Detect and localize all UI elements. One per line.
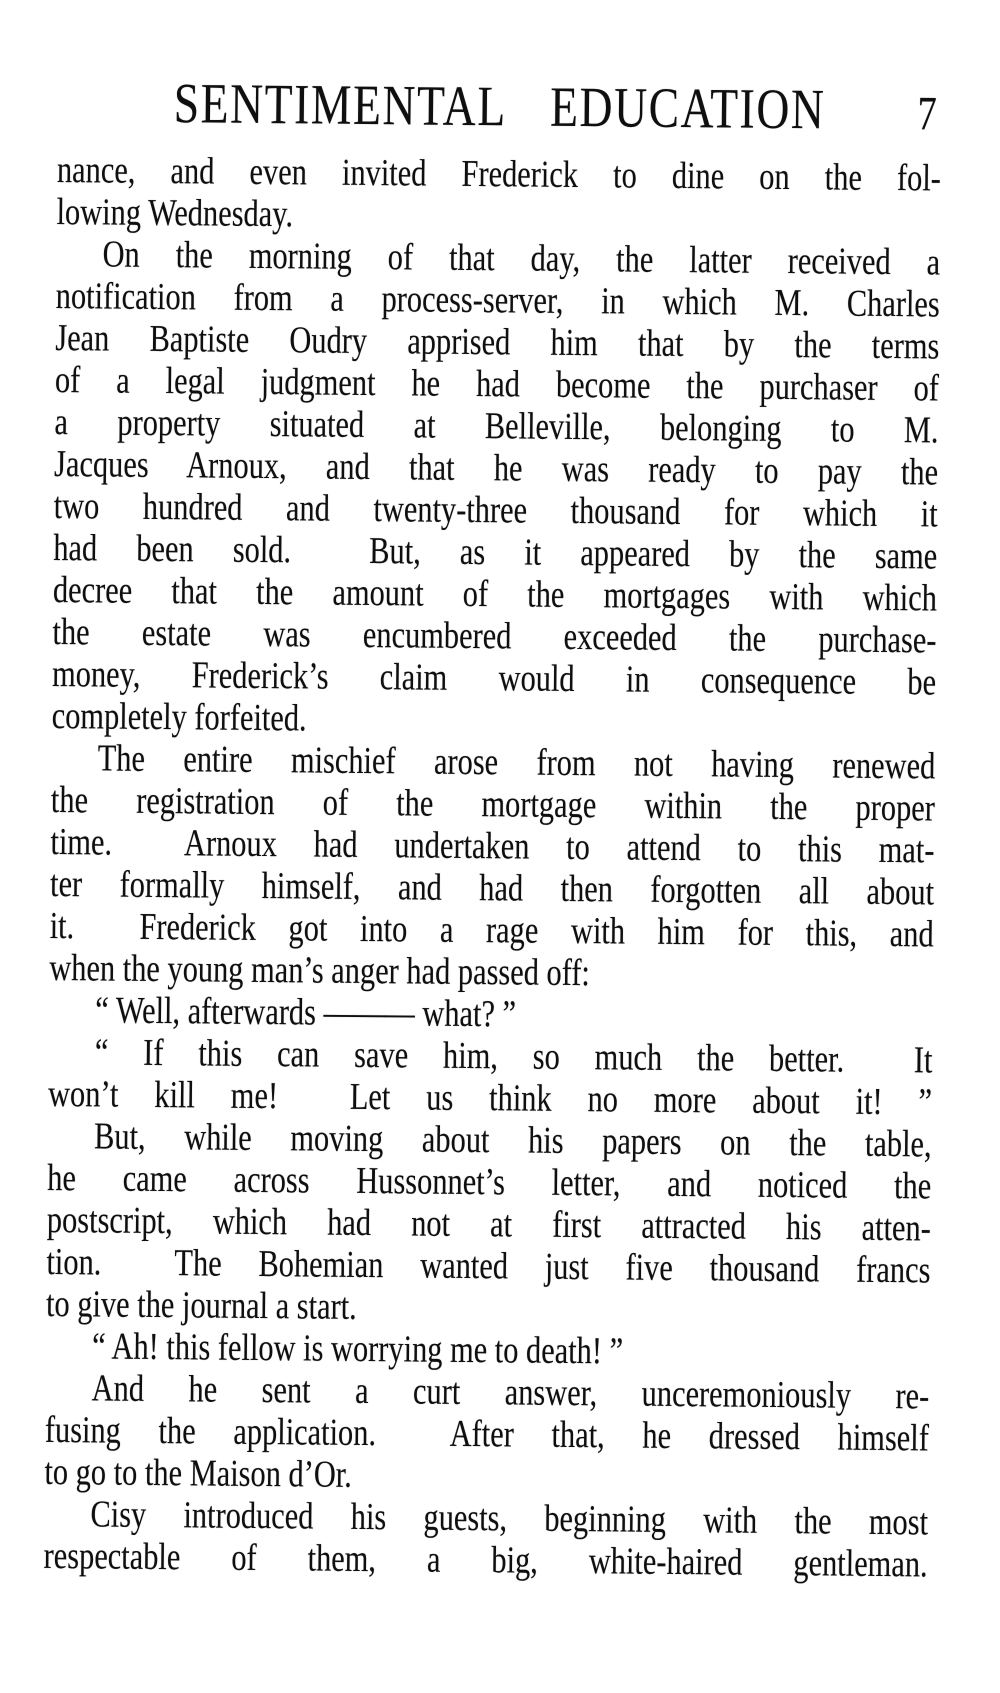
text-line: fusing the application. After that, he dressed himself [44, 1408, 930, 1460]
text-line: a property situated at Belleville, belonging to M. [54, 400, 939, 452]
text-line: to go to the Maison d’Or. [44, 1450, 353, 1496]
text-line: of a legal judgment he had become the purchaser of [54, 358, 940, 410]
text-line: completely forfeited. [51, 694, 307, 740]
text-line: when the young man’s anger had passed off: [49, 946, 591, 995]
text-line: “ Well, afterwards ——— what? ” [95, 989, 517, 1036]
text-line: “ If this can save him, so much the better. It [94, 1031, 933, 1082]
text-line: The entire mischief arose from not having renewed [97, 737, 936, 788]
text-line: the registration of the mortgage within the proper [50, 778, 936, 830]
paragraph [52, 233, 941, 745]
text-line: money, Frederick’s claim would in consequence be [51, 652, 937, 704]
text-line: ter formally himself, and had then forgotten all about [49, 862, 935, 914]
text-line: it. Frederick got into a rage with him for this, and [49, 904, 934, 956]
paragraph [43, 1493, 928, 1585]
text-line: “ Ah! this fellow is worrying me to death! ” [91, 1325, 624, 1373]
running-title: SENTIMENTAL EDUCATION [173, 72, 826, 142]
text-line: lowing Wednesday. [56, 190, 294, 236]
text-line: to give the journal a start. [45, 1282, 357, 1328]
text-line: And he sent a curt answer, unceremoniously re- [91, 1367, 930, 1418]
text-line: postscript, which had not at first attracted his atten- [46, 1198, 932, 1250]
text-line: But, while moving about his papers on the table, [93, 1115, 932, 1166]
print-area [43, 73, 941, 1585]
text-line: Jacques Arnoux, and that he was ready to pay the [53, 442, 939, 494]
text-line: On the morning of that day, the latter received a [102, 233, 941, 284]
text-line: won’t kill me! Let us think no more about it! ” [47, 1072, 933, 1124]
text-line: Jean Baptiste Oudry apprised him that by the terms [55, 316, 940, 368]
scanned-book-page [43, 62, 1000, 1588]
page-number: 7 [917, 87, 937, 141]
paragraph [46, 1115, 932, 1333]
page-body [43, 149, 941, 1585]
text-line: had been sold. But, as it appeared by the same [53, 526, 938, 578]
text-line: tion. The Bohemian wanted just five thousand francs [46, 1240, 931, 1292]
text-line: notification from a process-server, in which M. Charles [55, 274, 940, 326]
paragraph [48, 1031, 933, 1123]
text-line: nance, and even invited Frederick to dine on the fol- [56, 148, 942, 200]
text-line: two hundred and twenty-three thousand for which it [53, 484, 938, 536]
paragraph [49, 737, 935, 997]
page-header [57, 73, 942, 143]
text-line: Cisy introduced his guests, beginning with the most [90, 1493, 929, 1544]
paragraph [44, 1367, 929, 1501]
text-line: decree that the amount of the mortgages with which [52, 568, 938, 620]
text-line: the estate was encumbered exceeded the purchase- [52, 610, 937, 662]
text-line: he came across Hussonnet’s letter, and noticed the [47, 1156, 932, 1208]
paragraph [56, 149, 941, 241]
text-line: time. Arnoux had undertaken to attend to this mat- [50, 820, 935, 872]
text-line: respectable of them, a big, white-haired gentleman. [43, 1534, 928, 1586]
